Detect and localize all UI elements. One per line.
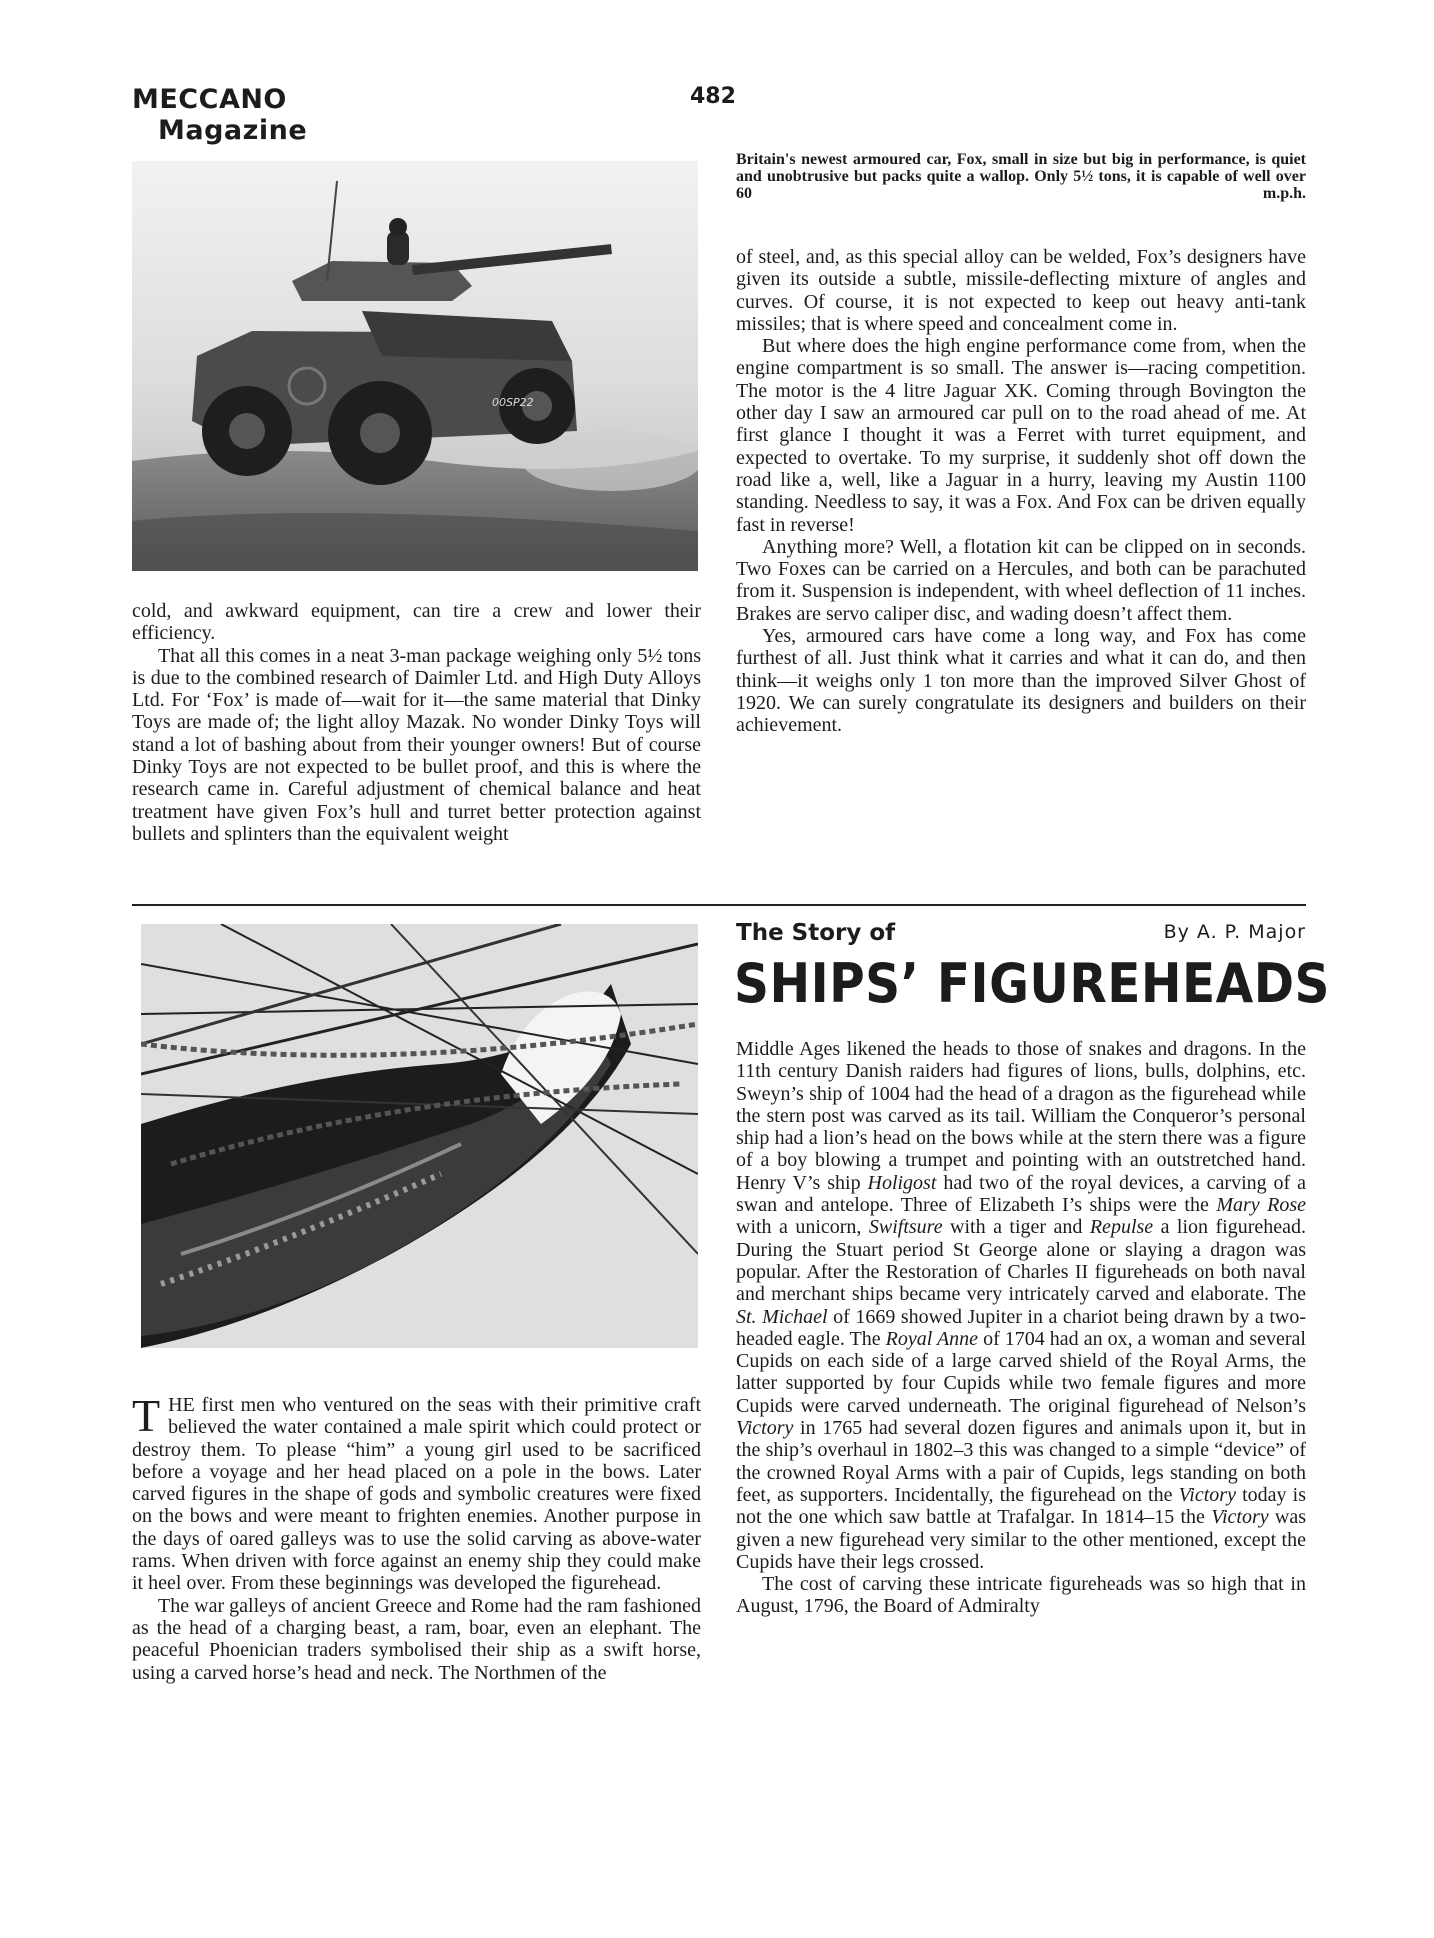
ship-name: Swiftsure	[868, 1216, 943, 1239]
armoured-left-column	[132, 600, 701, 845]
paragraph	[132, 1390, 701, 1595]
masthead-line1: MECCANO	[132, 84, 287, 115]
figurehead-illustration	[141, 924, 698, 1348]
masthead	[132, 84, 322, 146]
paragraph	[736, 1038, 1306, 1573]
paragraph: That all this comes in a neat 3-man package weighing only 5½ tons is due to the combined research of Daimler Ltd. and High Duty Alloys Ltd. For ‘Fox’ is made of—wait for it—the same material that Dinky Toys are made of; the light alloy Mazak. No wonder Dinky Toys will stand a lot of bashing about from their younger owners! But of course Dinky Toys are not expected to be bullet proof, and this is where the research came in. Careful adjustment of chemical balance and heat treatment have given Fox’s hull and turret better protection against bullets and splinters than the equivalent weight	[132, 644, 701, 845]
paragraph: of steel, and, as this special alloy can be welded, Fox’s designers have given its outside a subtle, missile-deflecting mixture of angles and curves. Of course, it is not expected to keep out heavy anti-tank missiles; that is where speed and concealment come in.	[736, 246, 1306, 335]
ship-name: Royal Anne	[885, 1327, 979, 1350]
page-number: 482	[690, 84, 736, 109]
text-run: a lion figurehead. During the Stuart period St George alone or slaying a dragon was popular. After the Restoration of Charles II figureheads on both naval and merchant ships became very intricately carved and elaborate. The	[736, 1216, 1307, 1306]
paragraph: Anything more? Well, a flotation kit can be clipped on in seconds. Two Foxes can be carried on a Hercules, and both can be parachuted from it. Suspension is independent, with wheel deflection of 11 inches. Brakes are servo caliper disc, and wading doesn’t affect them.	[736, 535, 1306, 625]
figurehead-photo	[141, 924, 698, 1348]
armoured-car-photo	[132, 161, 698, 571]
text-run: in 1765 had several dozen figures and animals upon it, but in the ship’s overhaul in 1802–3 this was changed to a simple “device” of the crowned Royal Arms with a pair of Cupids, legs standing on both feet, as supporters. Incidentally, the figurehead on the	[736, 1417, 1306, 1506]
text-run: of 1704 had an ox, a woman and several Cupids on each side of a large carved shield of the Royal Arms, the latter supported by four Cupids while two female figures and more Cupids were carved underneath. The original figurehead of Nelson’s	[736, 1327, 1306, 1417]
text-run: with a tiger and	[942, 1216, 1090, 1239]
ship-name: St. Michael	[736, 1305, 828, 1328]
armoured-right-column	[736, 246, 1306, 737]
kicker: The Story of	[736, 920, 896, 946]
top-caption: Britain's newest armoured car, Fox, small in size but big in performance, is quiet and unobtrusive but packs quite a wallop. Only 5½ tons, it is capable of well over 60 m.p.h.	[736, 151, 1306, 202]
text-run: today is not the one which saw battle at Trafalgar. In 1814–15 the	[736, 1483, 1306, 1529]
paragraph: The war galleys of ancient Greece and Rome had the ram fashioned as the head of a charging beast, a ram, boar, even an elephant. The peaceful Phoenician traders symbolised their ship as a swift horse, using a carved horse’s head and neck. The Northmen of the	[132, 1594, 701, 1684]
text-run: was given a new figurehead very similar to the other mentioned, except the Cupids have their legs crossed.	[736, 1506, 1307, 1573]
section-divider	[132, 904, 1306, 906]
paragraph: cold, and awkward equipment, can tire a crew and lower their efficiency.	[132, 600, 701, 645]
ship-name: Mary Rose	[1216, 1194, 1306, 1217]
ship-name: Holigost	[867, 1171, 937, 1194]
paragraph: Yes, armoured cars have come a long way, and Fox has come furthest of all. Just think what it carries and what it can do, and then think—it weighs only 1 ton more than the improved Silver Ghost of 1920. We can surely congratulate its designers and builders on their achievement.	[736, 625, 1306, 737]
byline: By A. P. Major	[1163, 921, 1306, 943]
ship-name: Victory	[1178, 1483, 1236, 1506]
text-run: of 1669 showed Jupiter in a chariot being drawn by a two-headed eagle. The	[736, 1305, 1306, 1350]
ship-name: Victory	[1211, 1506, 1269, 1529]
figurehead-right-column	[736, 1038, 1306, 1618]
paragraph-text: HE first men who ventured on the seas with their primitive craft believed the water contained a male spirit which could protect or destroy them. To please “him” a young girl used to be sacrificed before a voyage and her head placed on a pole in the bows. Later carved figures in the shape of gods and symbolic creatures were fixed on the bows and were meant to frighten enemies. Another purpose in the days of oared galleys was to use the solid carving as above-water rams. When driven with force against an enemy ship they could make it heel over. From these beginnings was developed the figurehead.	[132, 1394, 701, 1595]
paragraph: The cost of carving these intricate figureheads was so high that in August, 1796, the Board of Admiralty	[736, 1573, 1306, 1618]
figurehead-left-column	[132, 1390, 701, 1684]
text-run: had two of the royal devices, a carving of a swan and antelope. Three of Elizabeth I’s ships were the	[736, 1171, 1306, 1217]
ship-name: Victory	[736, 1417, 794, 1440]
ship-name: Repulse	[1089, 1216, 1154, 1239]
text-run: Middle Ages likened the heads to those of snakes and dragons. In the 11th century Danish raiders had figures of lions, bulls, dolphins, etc. Sweyn’s ship of 1004 had the head of a dragon as the figurehead while the stern post was carved as its tail. William the Conqueror’s personal ship had a lion’s head on the bows while at the stern there was a figure of a boy blowing a trumpet and pointing with an outstretched hand. Henry V’s ship	[736, 1038, 1306, 1194]
drop-cap: T	[132, 1390, 161, 1441]
paragraph: But where does the high engine performance come from, when the engine compartment is so small. The answer is—racing competition. The motor is the 4 litre Jaguar XK. Coming through Bovington the other day I saw an armoured car pull on to the road ahead of me. At first glance I thought it was a Ferret with turret equipment, and expected to overtake. To my surprise, it suddenly shot off down the road like a, well, like a Jaguar in a hurry, leaving my Austin 1100 standing. Needless to say, it was a Fox. And Fox can be driven equally fast in reverse!	[736, 335, 1306, 536]
text-run: with a unicorn,	[736, 1216, 869, 1239]
masthead-line2: Magazine	[158, 115, 308, 146]
headline: SHIPS’ FIGUREHEADS	[734, 952, 1330, 1015]
registration-plate: 00SP22	[492, 396, 534, 409]
armoured-car-illustration	[132, 161, 698, 571]
